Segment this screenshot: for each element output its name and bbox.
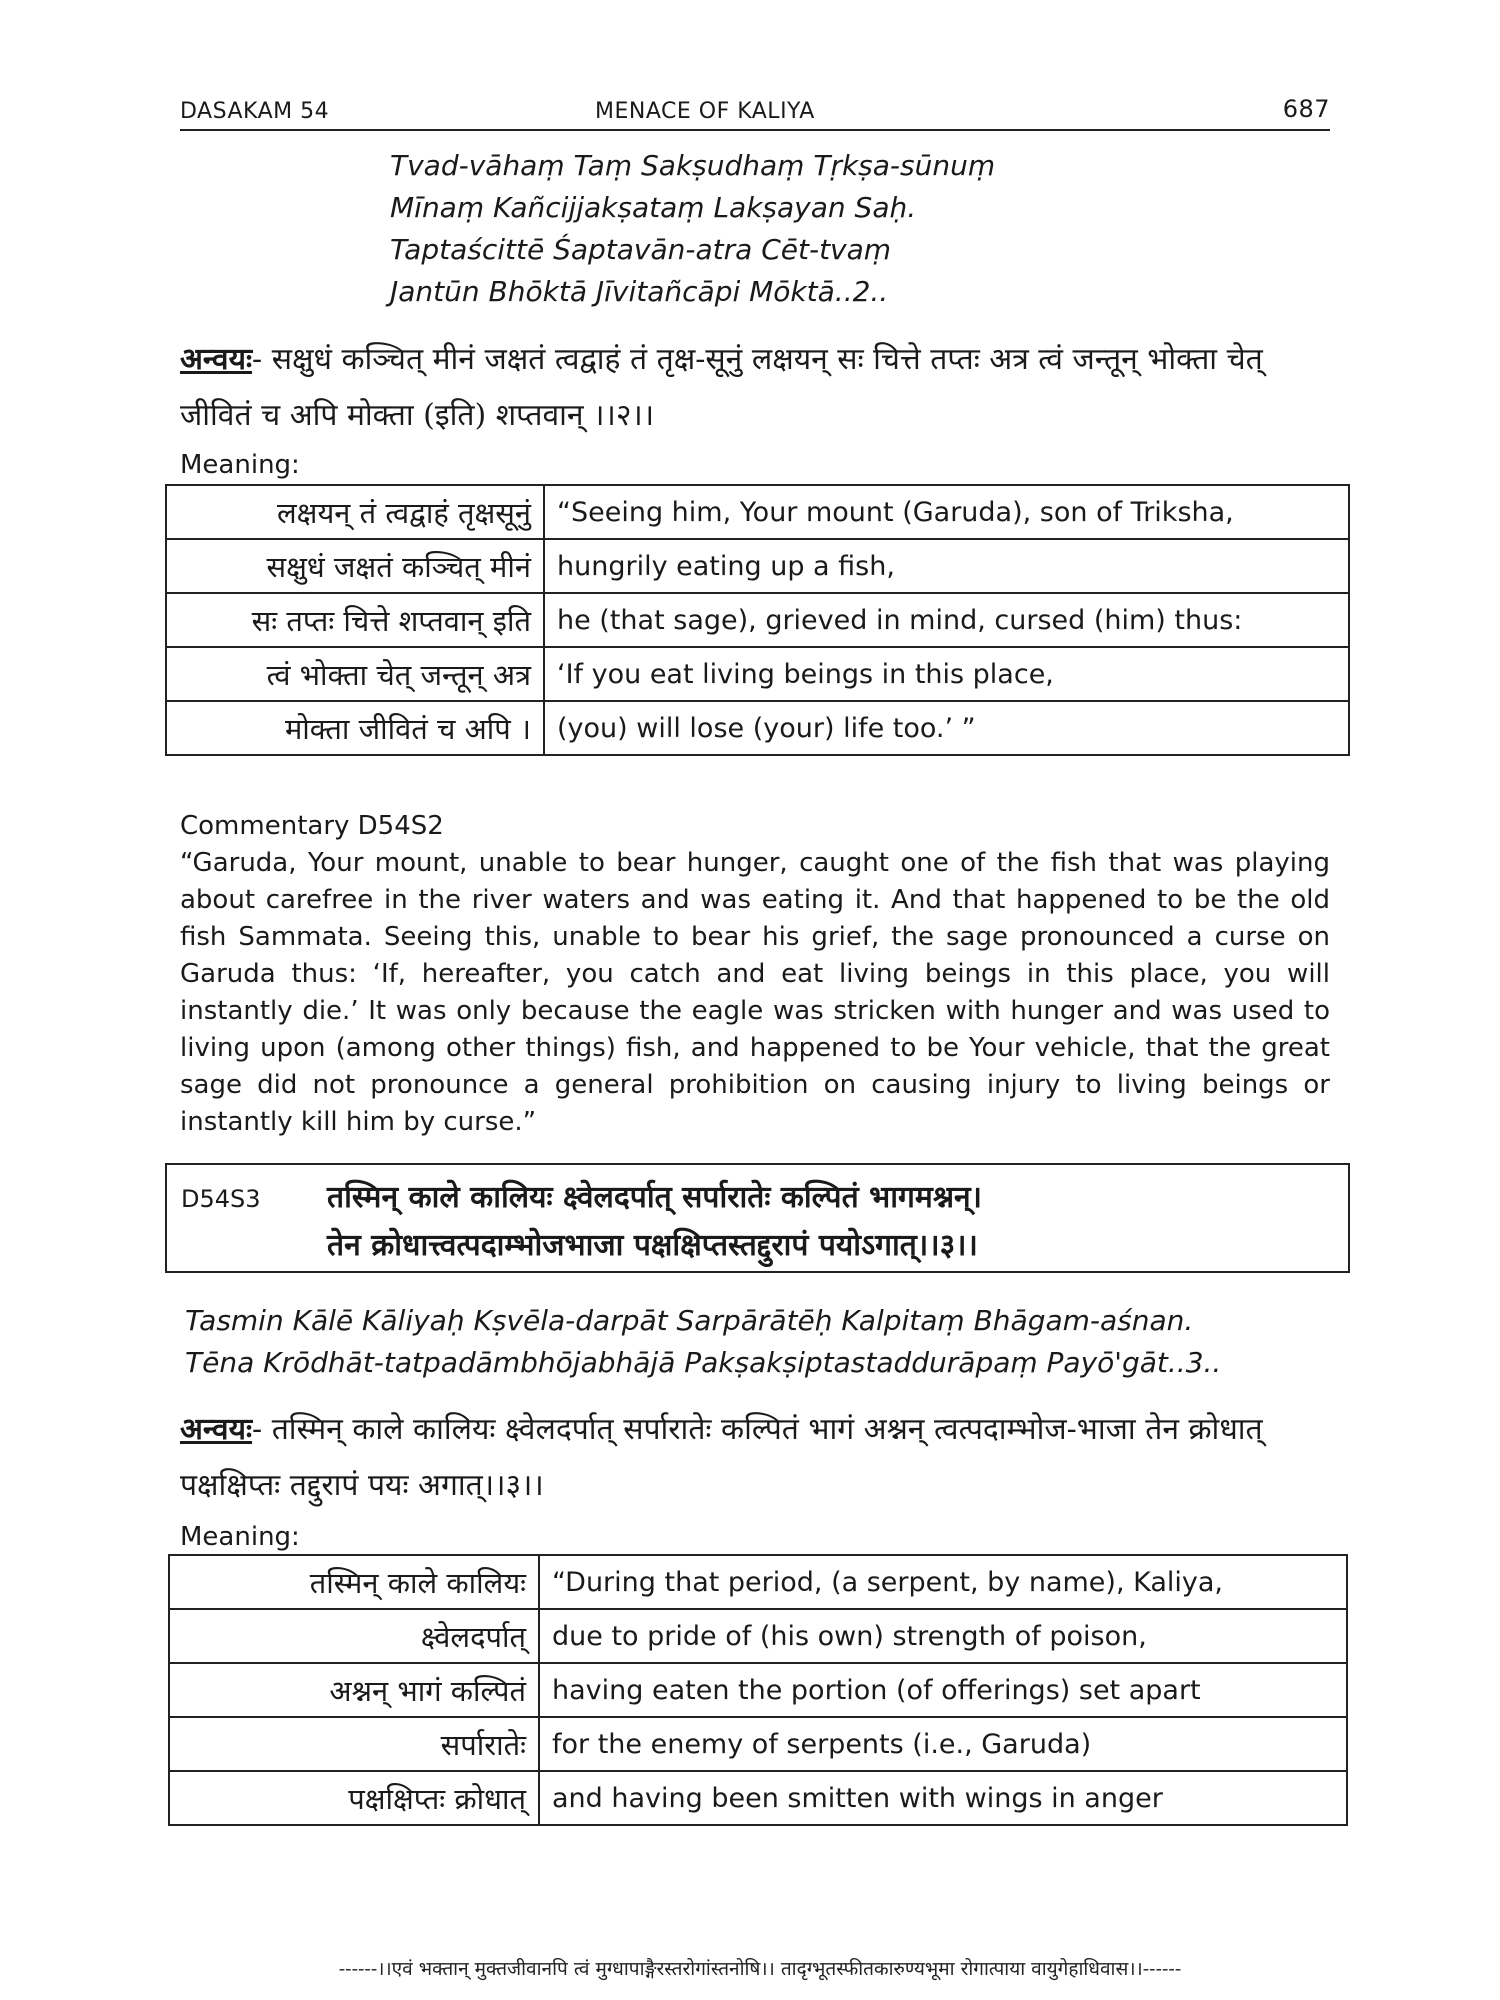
- table-row: [166, 701, 1349, 755]
- english-cell: due to pride of (his own) strength of poison,: [539, 1609, 1347, 1663]
- anvaya-text: - तस्मिन् काले कालियः क्ष्वेलदर्पात् सर्पारातेः कल्पितं भागं अश्नन् त्वत्पदाम्भोज-भाजा तेन क्रोधात् पक्षक्षिप्तः तद्दुरापं पयः अगात्।।३।।: [180, 1412, 1263, 1503]
- sanskrit-cell: लक्षयन् तं त्वद्वाहं तृक्षसूनुं: [166, 485, 544, 539]
- translit-line: Taptaścittē Śaptavān-atra Cēt-tvaṃ: [390, 233, 892, 266]
- sanskrit-cell: सर्पारातेः: [169, 1717, 539, 1771]
- verse-line: तेन क्रोधात्त्वत्पदाम्भोजभाजा पक्षक्षिप्तस्तद्दुरापं पयोऽगात्।।३।।: [327, 1228, 978, 1263]
- meaning-label: Meaning:: [180, 450, 300, 480]
- english-cell: (you) will lose (your) life too.’ ”: [544, 701, 1349, 755]
- meaning-label: Meaning:: [180, 1522, 300, 1552]
- translit-line: Tvad-vāhaṃ Taṃ Sakṣudhaṃ Tṛkṣa-sūnuṃ: [390, 149, 996, 182]
- chapter-title: MENACE OF KALIYA: [595, 99, 815, 124]
- table-row: [169, 1771, 1347, 1825]
- verse-id: D54S3: [181, 1185, 261, 1213]
- verse2-transliteration: [390, 145, 995, 313]
- english-cell: “During that period, (a serpent, by name), Kaliya,: [539, 1555, 1347, 1609]
- english-cell: for the enemy of serpents (i.e., Garuda): [539, 1717, 1347, 1771]
- running-footer: ------।।एवं भक्तान् मुक्तजीवानपि त्वं मुग्धापाङ्गैरस्तरोगांस्तनोषि।। तादृग्भूतस्फीतकारुण्यभूमा रोगात्पाया वायुगेहाधिवास।।------: [338, 1958, 1182, 1980]
- translit-line: Mīnaṃ Kañcijjakṣataṃ Lakṣayan Saḥ.: [390, 191, 917, 224]
- english-cell: hungrily eating up a fish,: [544, 539, 1349, 593]
- anvaya-label: अन्वयः: [180, 1412, 253, 1447]
- sanskrit-cell: तस्मिन् काले कालियः: [169, 1555, 539, 1609]
- translit-line: Tēna Krōdhāt-tatpadāmbhōjabhājā Pakṣakṣiptastaddurāpaṃ Payō'gāt..3..: [185, 1346, 1222, 1379]
- translit-line: Jantūn Bhōktā Jīvitañcāpi Mōktā..2..: [390, 275, 889, 308]
- verse3-meaning-table: [168, 1554, 1348, 1826]
- verse3-box: [165, 1163, 1350, 1273]
- english-cell: having eaten the portion (of offerings) set apart: [539, 1663, 1347, 1717]
- sanskrit-cell: क्ष्वेलदर्पात्: [169, 1609, 539, 1663]
- running-header: [180, 95, 1330, 131]
- anvaya-text: - सक्षुधं कञ्चित् मीनं जक्षतं त्वद्वाहं तं तृक्ष-सूनुं लक्षयन् सः चित्ते तप्तः अत्र त्वं जन्तून् भोक्ता चेत् जीवितं च अपि मोक्ता (इति) शप्तवान् ।।२।।: [180, 342, 1263, 433]
- verse3-anvaya: [180, 1402, 1330, 1514]
- english-cell: he (that sage), grieved in mind, cursed (him) thus:: [544, 593, 1349, 647]
- sanskrit-cell: पक्षक्षिप्तः क्रोधात्: [169, 1771, 539, 1825]
- table-row: [166, 593, 1349, 647]
- commentary-text: “Garuda, Your mount, unable to bear hunger, caught one of the fish that was playing about carefree in the river waters and was eating it. And that happened to be the old fish Sammata. Seeing this, unable to bear his grief, the sage pronounced a curse on Garuda thus: ‘If, hereafter, you catch and eat living beings in this place, you will instantly die.’ It was only because the eagle was stricken with hunger and was used to living upon (among other things) fish, and happened to be Your vehicle, that the great sage did not pronounce a general prohibition on causing injury to living beings or instantly kill him by curse.”: [180, 848, 1330, 1137]
- page-number: 687: [1282, 95, 1330, 123]
- translit-line: Tasmin Kālē Kāliyaḥ Kṣvēla-darpāt Sarpārātēḥ Kalpitaṃ Bhāgam-aśnan.: [185, 1304, 1194, 1337]
- table-row: [166, 647, 1349, 701]
- sanskrit-cell: सक्षुधं जक्षतं कञ्चित् मीनं: [166, 539, 544, 593]
- table-row: [169, 1663, 1347, 1717]
- commentary-block: [180, 808, 1330, 1141]
- table-row: [166, 539, 1349, 593]
- sanskrit-cell: मोक्ता जीवितं च अपि ।: [166, 701, 544, 755]
- english-cell: and having been smitten with wings in anger: [539, 1771, 1347, 1825]
- verse3-transliteration: [185, 1300, 1221, 1384]
- verse2-meaning-table: [165, 484, 1350, 756]
- dasakam-label: DASAKAM 54: [180, 99, 330, 124]
- sanskrit-cell: सः तप्तः चित्ते शप्तवान् इति: [166, 593, 544, 647]
- english-cell: “Seeing him, Your mount (Garuda), son of Triksha,: [544, 485, 1349, 539]
- table-row: [166, 485, 1349, 539]
- english-cell: ‘If you eat living beings in this place,: [544, 647, 1349, 701]
- sanskrit-cell: अश्नन् भागं कल्पितं: [169, 1663, 539, 1717]
- table-row: [169, 1555, 1347, 1609]
- sanskrit-cell: त्वं भोक्ता चेत् जन्तून् अत्र: [166, 647, 544, 701]
- table-row: [169, 1609, 1347, 1663]
- verse-line: तस्मिन् काले कालियः क्ष्वेलदर्पात् सर्पारातेः कल्पितं भागमश्नन्।: [327, 1180, 983, 1215]
- table-row: [169, 1717, 1347, 1771]
- commentary-title: Commentary D54S2: [180, 811, 444, 841]
- anvaya-label: अन्वयः: [180, 342, 253, 377]
- verse2-anvaya: [180, 332, 1330, 444]
